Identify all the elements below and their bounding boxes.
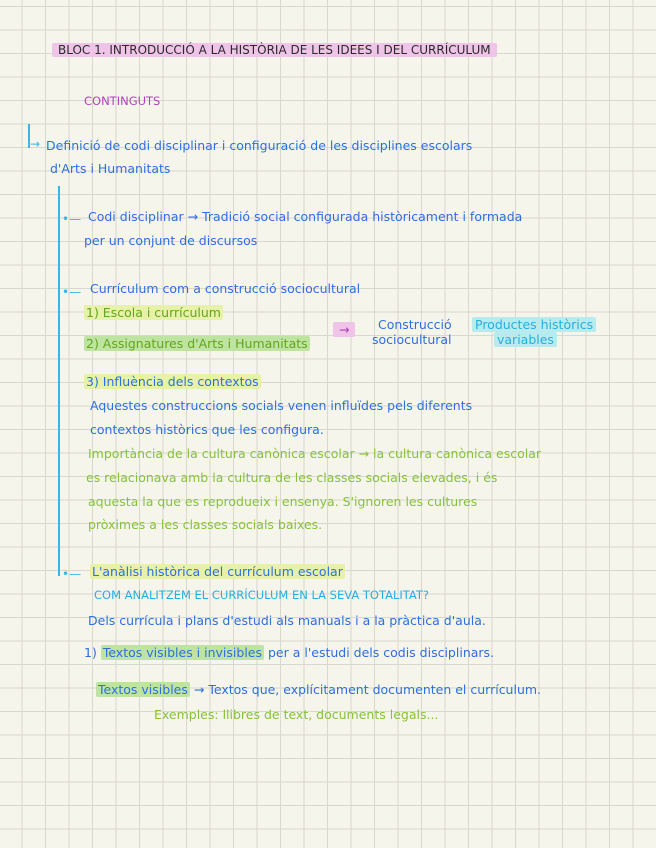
curriculum-item2: 2) Assignatures d'Arts i Humanitats [86, 336, 308, 351]
bullet-icon: •— [62, 212, 82, 226]
exemples-line: Exemples: llibres de text, documents legals... [154, 707, 439, 722]
arrow-icon: → [333, 322, 355, 338]
definicio-line1: Definició de codi disciplinar i configuració de les disciplines escolars [46, 138, 473, 153]
bullet-icon: •— [62, 285, 82, 299]
paragraph-line: contextos històrics que les configura. [90, 422, 324, 437]
paragraph-line: Aquestes construccions socials venen influïdes pels diferents [90, 398, 473, 413]
arrow-icon: → [30, 137, 41, 151]
analisi-dels: Dels currícula i plans d'estudi als manuals i a la pràctica d'aula. [88, 613, 486, 628]
analisi-question: COM ANALITZEM EL CURRÍCULUM EN LA SEVA TOTALITAT? [94, 588, 430, 602]
productes-line2: variables [494, 332, 557, 348]
tree-connector [58, 186, 60, 576]
construccio-line1: Construcció [378, 317, 452, 332]
curriculum-item3: 3) Influència dels contextos [86, 374, 259, 389]
paragraph-line: es relacionava amb la cultura de les classes socials elevades, i és [86, 470, 498, 485]
continguts-heading: CONTINGUTS [84, 94, 161, 108]
codi-line2: per un conjunt de discursos [84, 233, 258, 248]
definicio-line2: d'Arts i Humanitats [50, 161, 171, 176]
paragraph-line: aquesta la que es reprodueix i ensenya. S'ignoren les cultures [88, 494, 478, 509]
bullet-icon: •— [62, 567, 82, 581]
paragraph-line: pròximes a les classes socials baixes. [88, 517, 323, 532]
curriculum-title: Currículum com a construcció sociocultural [90, 281, 361, 296]
analisi-item1: 1) Textos visibles i invisibles per a l'estudi dels codis disciplinars. [84, 645, 495, 660]
curriculum-item1: 1) Escola i currículum [86, 305, 221, 320]
textos-visibles-line: Textos visibles → Textos que, explícitament documenten el currículum. [98, 682, 542, 697]
codi-line1: Codi disciplinar → Tradició social configurada històricament i formada [88, 209, 523, 224]
paragraph-line: Importància de la cultura canònica escolar → la cultura canònica escolar [88, 446, 542, 461]
analisi-title: L'anàlisi històrica del currículum escolar [92, 564, 343, 579]
productes-line1: Productes històrics [472, 317, 596, 333]
page-title: BLOC 1. INTRODUCCIÓ A LA HISTÒRIA DE LES IDEES I DEL CURRÍCULUM [52, 42, 497, 58]
construccio-line2: sociocultural [372, 332, 452, 347]
